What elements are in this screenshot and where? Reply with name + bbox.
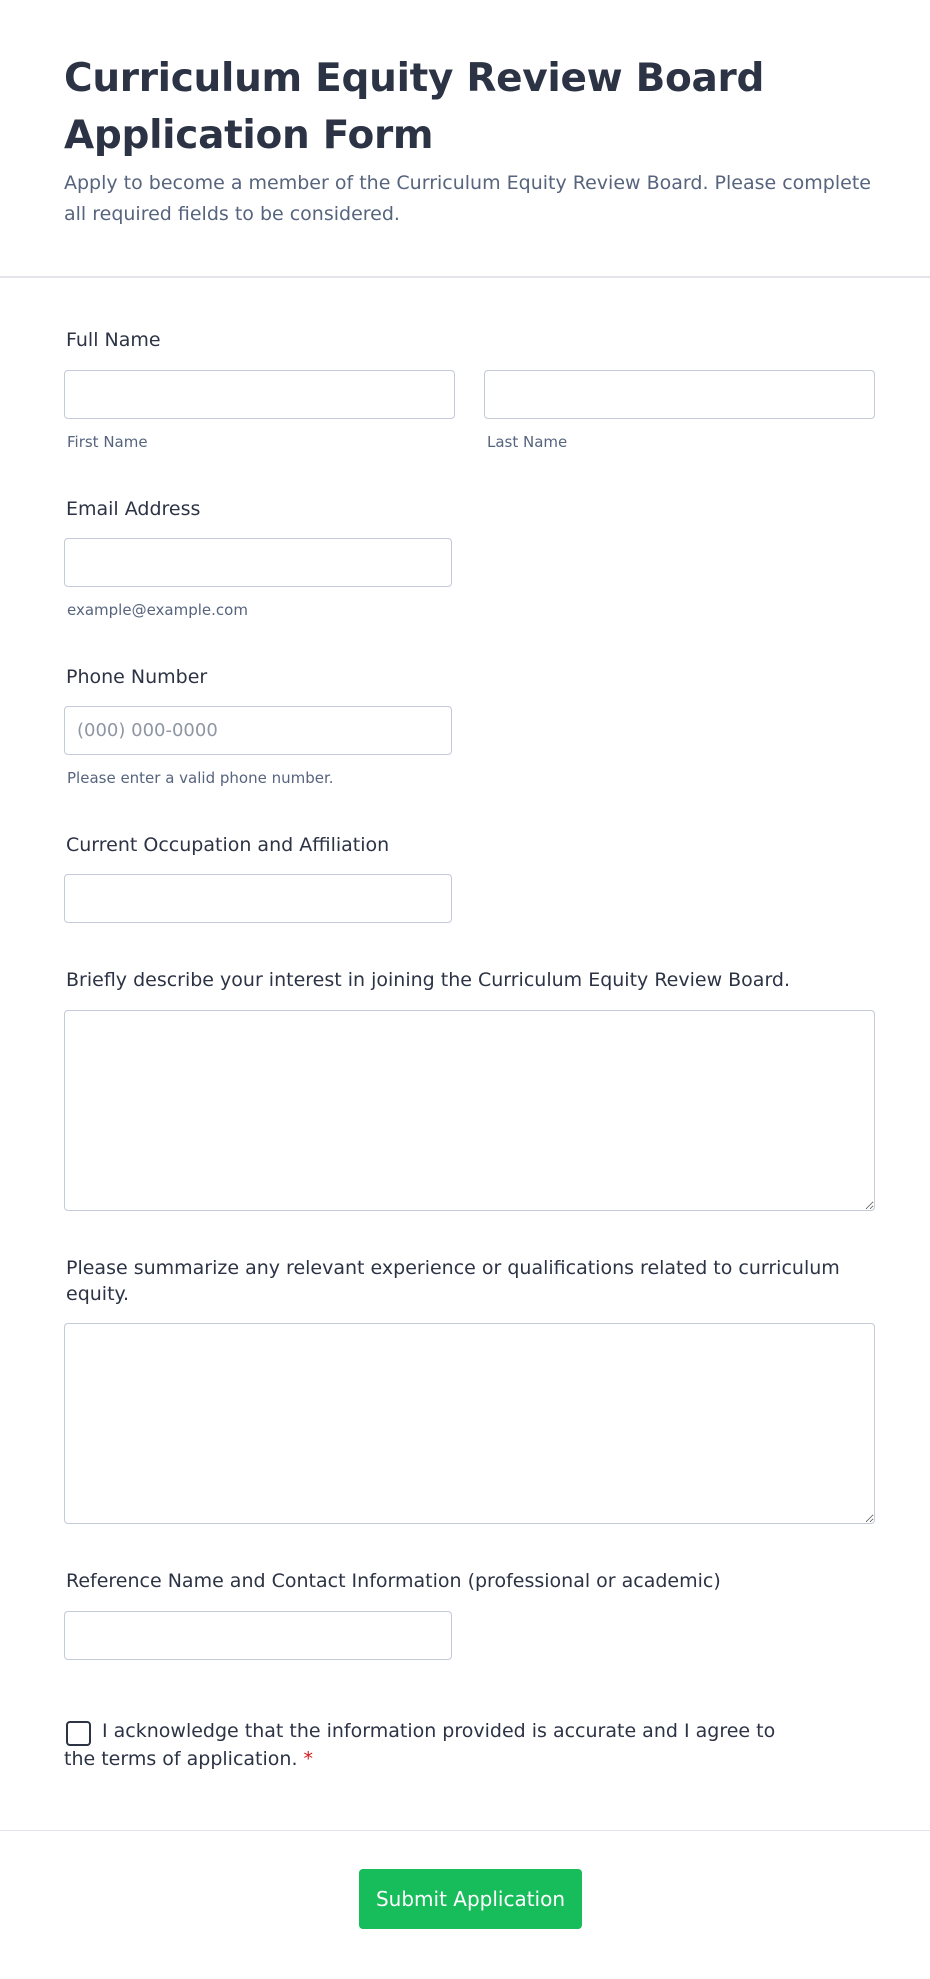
- interest-label: Briefly describe your interest in joining the Curriculum Equity Review Board.: [66, 969, 791, 991]
- page-title-line-2: Application Form: [64, 113, 434, 158]
- page-title: [64, 50, 874, 164]
- last-name-sublabel: Last Name: [487, 433, 568, 451]
- acknowledge-text: I acknowledge that the information provided is accurate and I agree to the terms of application.: [64, 1720, 776, 1770]
- phone-input[interactable]: [64, 706, 452, 755]
- interest-textarea[interactable]: [64, 1010, 875, 1211]
- form-header: [64, 50, 874, 230]
- email-input[interactable]: [64, 538, 452, 587]
- last-name-input[interactable]: [484, 370, 875, 419]
- footer-divider: [0, 1830, 930, 1831]
- experience-textarea[interactable]: [64, 1323, 875, 1524]
- acknowledge-checkbox[interactable]: [66, 1721, 91, 1746]
- page-title-line-1: Curriculum Equity Review Board: [64, 56, 765, 101]
- required-asterisk: *: [303, 1748, 313, 1770]
- first-name-input[interactable]: [64, 370, 455, 419]
- form-description: Apply to become a member of the Curriculum Equity Review Board. Please complete all required fields to be considered.: [64, 172, 871, 225]
- reference-input[interactable]: [64, 1611, 452, 1660]
- phone-label: Phone Number: [66, 666, 208, 688]
- full-name-label: Full Name: [66, 329, 161, 351]
- header-divider: [0, 276, 930, 278]
- first-name-sublabel: First Name: [67, 433, 148, 451]
- reference-label: Reference Name and Contact Information (professional or academic): [66, 1570, 721, 1592]
- phone-sublabel: Please enter a valid phone number.: [67, 769, 334, 787]
- email-sublabel: example@example.com: [67, 601, 248, 619]
- occupation-label: Current Occupation and Affiliation: [66, 834, 390, 856]
- submit-application-button[interactable]: Submit Application: [359, 1869, 582, 1929]
- email-label: Email Address: [66, 498, 201, 520]
- occupation-input[interactable]: [64, 874, 452, 923]
- experience-label: Please summarize any relevant experience or qualifications related to curriculum equity.: [66, 1257, 840, 1305]
- acknowledge-text-block: [64, 1717, 784, 1773]
